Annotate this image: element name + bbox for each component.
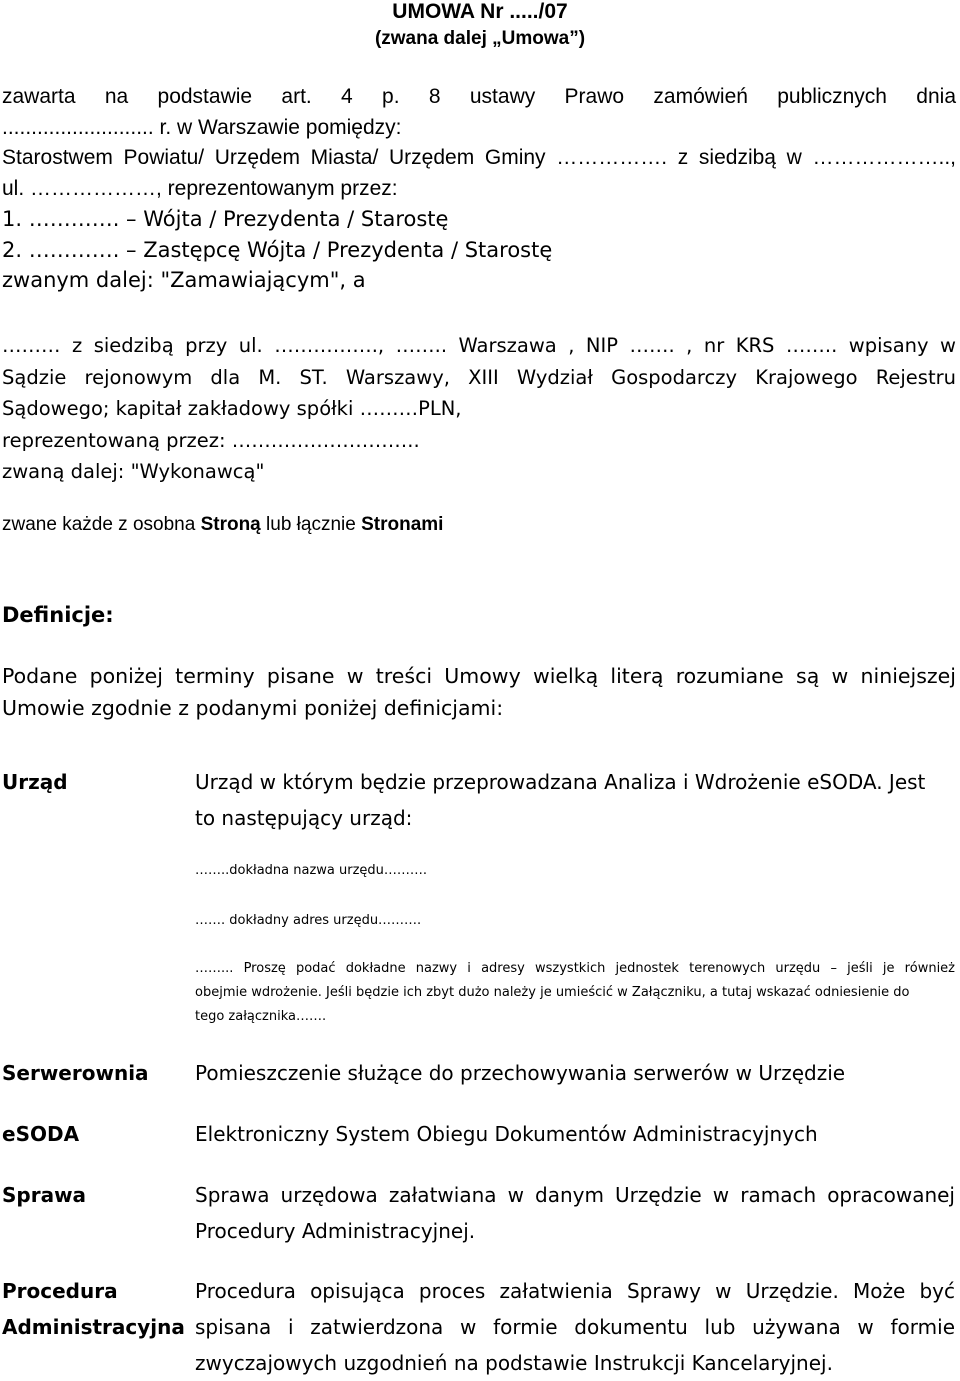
parties-middle: lub łącznie	[260, 514, 362, 535]
representative-line: 2. …………. – Zastępcę Wójta / Prezydenta / Starostę	[2, 237, 553, 262]
definitions-intro	[2, 660, 956, 724]
office-address-text: ……. dokładny adres urzędu……….	[195, 913, 422, 928]
parties-line	[2, 512, 956, 538]
office-address-placeholder	[195, 909, 955, 933]
contractor-line: zwaną dalej: "Wykonawcą"	[2, 460, 265, 483]
definition-esoda	[195, 1116, 955, 1152]
term-serwerownia: Serwerownia	[2, 1061, 149, 1085]
contract-subtitle: (zwana dalej „Umowa”)	[374, 28, 586, 49]
definition-line: Sprawa urzędowa załatwiana w danym Urzędzie w ramach opracowanej	[195, 1183, 955, 1207]
contract-title: UMOWA Nr ...../07	[392, 0, 568, 23]
intro-line: ul. ………………, reprezentowanym przez:	[2, 176, 398, 200]
party-plural: Stronami	[361, 514, 444, 535]
definitions-intro-line: Umowie zgodnie z podanymi poniżej definicjami:	[2, 696, 504, 720]
definitions-intro-line: Podane poniżej terminy pisane w treści Umowy wielką literą rozumiane są w niniejszej	[2, 664, 956, 688]
definition-sprawa	[195, 1177, 955, 1249]
definitions-heading: Definicje:	[2, 603, 114, 627]
definition-line: Urząd w którym będzie przeprowadzana Analiza i Wdrożenie eSODA. Jest	[195, 770, 926, 794]
representative-line: zwanym dalej: "Zamawiającym", a	[2, 268, 366, 292]
office-note-line: tego załącznika…….	[195, 1009, 327, 1024]
definition-line: Pomieszczenie służące do przechowywania serwerów w Urzędzie	[195, 1061, 846, 1085]
party-singular: Stroną	[200, 514, 261, 535]
intro-line: .......................... r. w Warszawie pomiędzy:	[2, 115, 402, 139]
definition-serwerownia	[195, 1055, 955, 1091]
term-esoda: eSODA	[2, 1122, 80, 1146]
contractor-line: ……… z siedzibą przy ul. ……………., …….. Warszawa , NIP ……. , nr KRS …….. wpisany w	[2, 334, 956, 357]
parties-prefix: zwane każde z osobna	[2, 514, 201, 535]
term-sprawa: Sprawa	[2, 1183, 87, 1207]
intro-line: zawarta na podstawie art. 4 p. 8 ustawy Prawo zamówień publicznych dnia	[2, 85, 956, 108]
definition-procedura-administracyjna	[195, 1273, 955, 1381]
definition-line: spisana i zatwierdzona w formie dokumentu lub używana w formie	[195, 1315, 955, 1339]
definition-line: Procedura opisująca proces załatwienia Sprawy w Urzędzie. Może być	[195, 1279, 955, 1303]
intro-paragraph	[2, 82, 956, 296]
office-name-placeholder	[195, 859, 955, 883]
contractor-line: Sądowego; kapitał zakładowy spółki ………PLN,	[2, 397, 462, 420]
definition-line: to następujący urząd:	[195, 806, 413, 830]
contractor-line: Sądzie rejonowym dla M. ST. Warszawy, XIII Wydział Gospodarczy Krajowego Rejestru	[2, 365, 956, 389]
intro-line: Starostwem Powiatu/ Urzędem Miasta/ Urzędem Gminy ……………. z siedzibą w ………………..,	[2, 146, 956, 169]
definition-line: Elektroniczny System Obiegu Dokumentów Administracyjnych	[195, 1122, 818, 1146]
term-urzad: Urząd	[2, 770, 68, 794]
term-procedura-administracyjna	[2, 1273, 185, 1345]
office-note	[195, 957, 955, 1029]
office-note-line: obejmie wdrożenie. Jeśli będzie ich zbyt dużo należy je umieścić w Załączniku, a tutaj wskazać odniesienie do	[195, 985, 910, 1000]
term-line: Procedura	[2, 1279, 118, 1303]
office-note-line: ……... Proszę podać dokładne nazwy i adresy wszystkich jednostek terenowych urzędu – jeśli je również	[195, 961, 955, 976]
contractor-paragraph	[2, 330, 956, 488]
representative-line: 1. …………. – Wójta / Prezydenta / Starostę	[2, 207, 449, 231]
definition-urzad	[195, 764, 955, 836]
office-name-text: ……..dokładna nazwa urzędu……….	[195, 863, 428, 878]
contractor-line: reprezentowaną przez: ………………………..	[2, 428, 420, 452]
definition-line: Procedury Administracyjnej.	[195, 1219, 476, 1243]
term-line: Administracyjna	[2, 1315, 185, 1339]
definition-line: zwyczajowych uzgodnień na podstawie Instrukcji Kancelaryjnej.	[195, 1351, 833, 1375]
